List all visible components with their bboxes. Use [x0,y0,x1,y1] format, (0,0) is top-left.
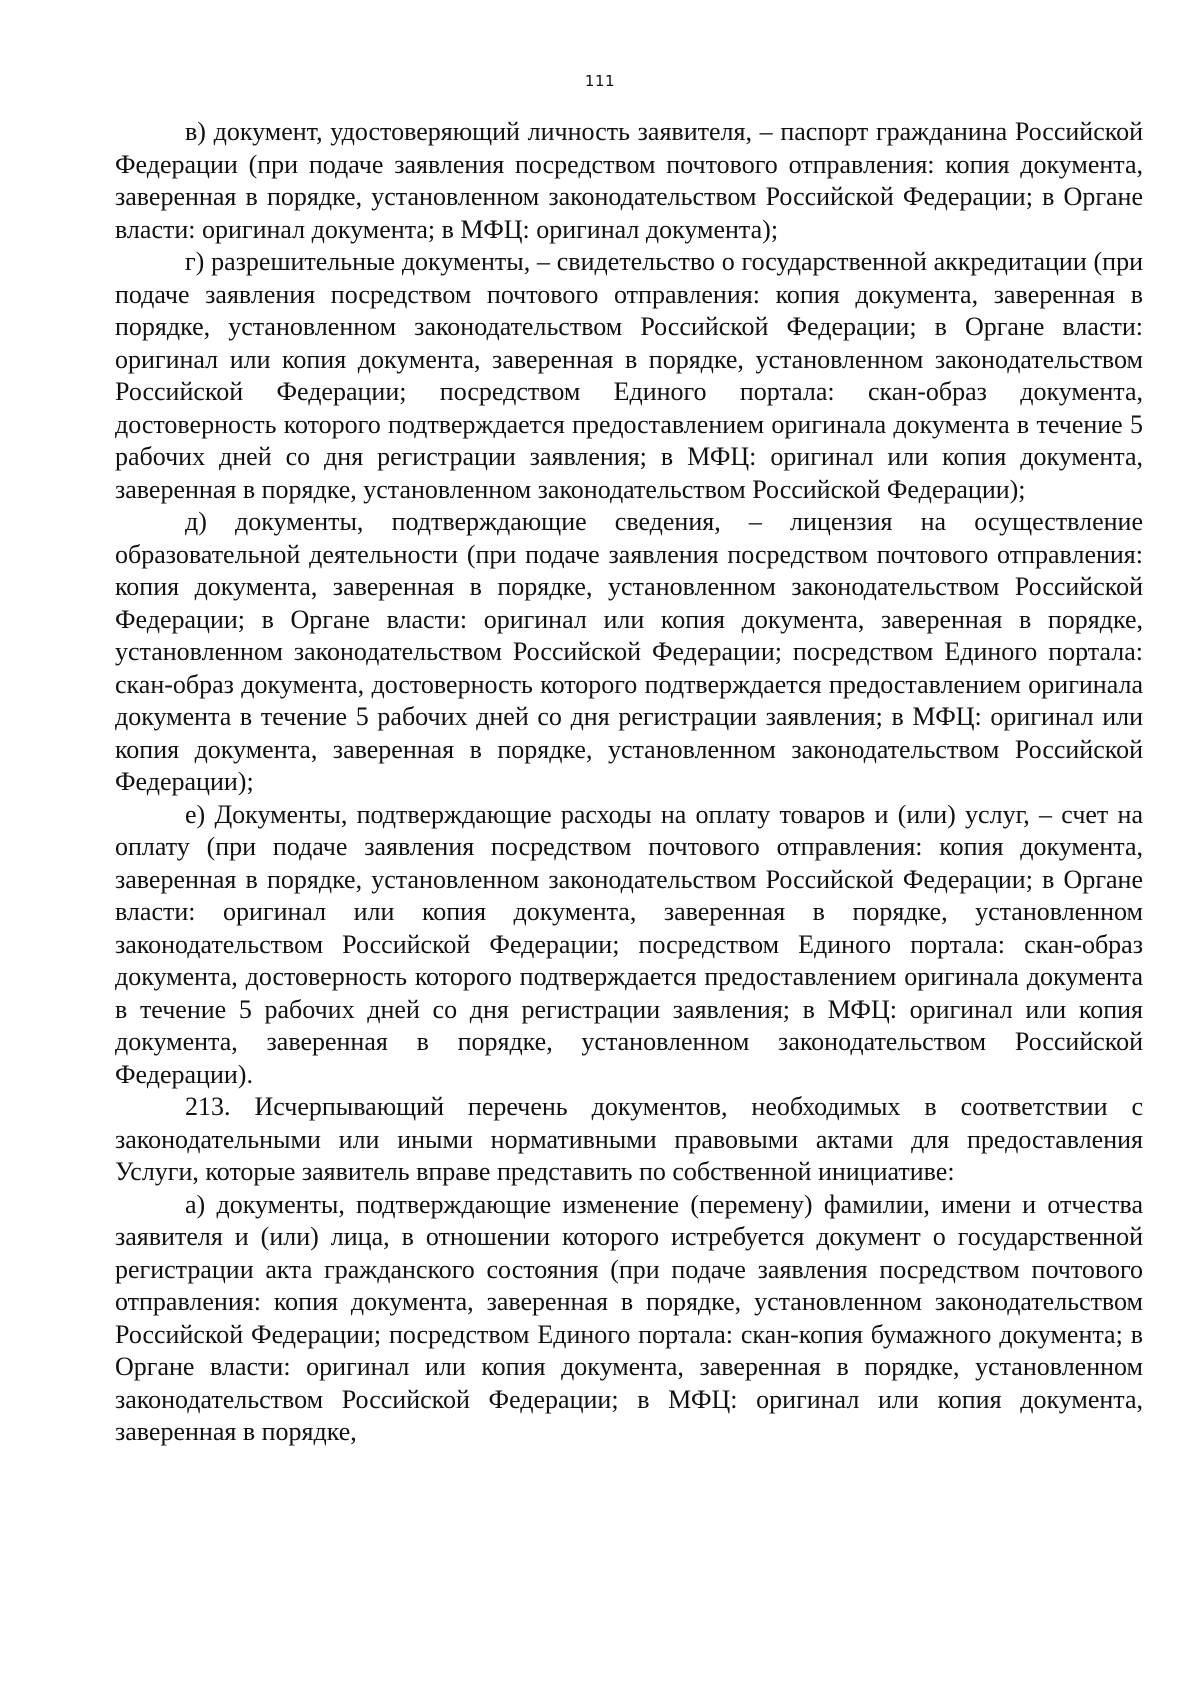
paragraph-g-permit-documents: г) разрешительные документы, – свидетельство о государственной аккредитации (при подаче заявления посредством почтового отправления: копия документа, заверенная в порядке, установленном законодательством Российской Федерации; в Органе власти: оригинал или копия документа, заверенная в порядке, установленном законодательством Российской Федерации; посредством Единого портала: скан-образ документа, достоверность которого подтверждается предоставлением оригинала документа в течение 5 рабочих дней со дня регистрации заявления; в МФЦ: оригинал или копия документа, заверенная в порядке, установленном законодательством Российской Федерации); [115,247,1143,504]
page-number: 111 [584,72,616,90]
paragraph-213-optional-documents: 213. Исчерпывающий перечень документов, необходимых в соответствии с законодательными или иными нормативными правовыми актами для предоставления Услуги, которые заявитель вправе представить по собственной инициативе: [115,1092,1143,1186]
paragraph-e-expense-documents: е) Документы, подтверждающие расходы на оплату товаров и (или) услуг, – счет на оплату (при подаче заявления посредством почтового отправления: копия документа, заверенная в порядке, установленном законодательством Российской Федерации; в Органе власти: оригинал или копия документа, заверенная в порядке, установленном законодательством Российской Федерации; посредством Единого портала: скан-образ документа, достоверность которого подтверждается предоставлением оригинала документа в течение 5 рабочих дней со дня регистрации заявления; в МФЦ: оригинал или копия документа, заверенная в порядке, установленном законодательством Российской Федерации). [115,799,1143,1089]
paragraph-v-identity-document: в) документ, удостоверяющий личность заявителя, – паспорт гражданина Российской Федерации (при подаче заявления посредством почтового отправления: копия документа, заверенная в порядке, установленном законодательством Российской Федерации; в Органе власти: оригинал документа; в МФЦ: оригинал документа); [115,117,1143,244]
paragraph-d-license: д) документы, подтверждающие сведения, – лицензия на осуществление образовательной деятельности (при подаче заявления посредством почтового отправления: копия документа, заверенная в порядке, установленном законодательством Российской Федерации; в Органе власти: оригинал или копия документа, заверенная в порядке, установленном законодательством Российской Федерации; посредством Единого портала: скан-образ документа, достоверность которого подтверждается предоставлением оригинала документа в течение 5 рабочих дней со дня регистрации заявления; в МФЦ: оригинал или копия документа, заверенная в порядке, установленном законодательством Российской Федерации); [115,507,1143,796]
paragraph-a-name-change: а) документы, подтверждающие изменение (перемену) фамилии, имени и отчества заявителя и (или) лица, в отношении которого истребуется документ о государственной регистрации акта гражданского состояния (при подаче заявления посредством почтового отправления: копия документа, заверенная в порядке, установленном законодательством Российской Федерации; посредством Единого портала: скан-копия бумажного документа; в Органе власти: оригинал или копия документа, заверенная в порядке, установленном законодательством Российской Федерации; в МФЦ: оригинал или копия документа, заверенная в порядке, [115,1189,1143,1446]
document-body [115,116,1143,1449]
